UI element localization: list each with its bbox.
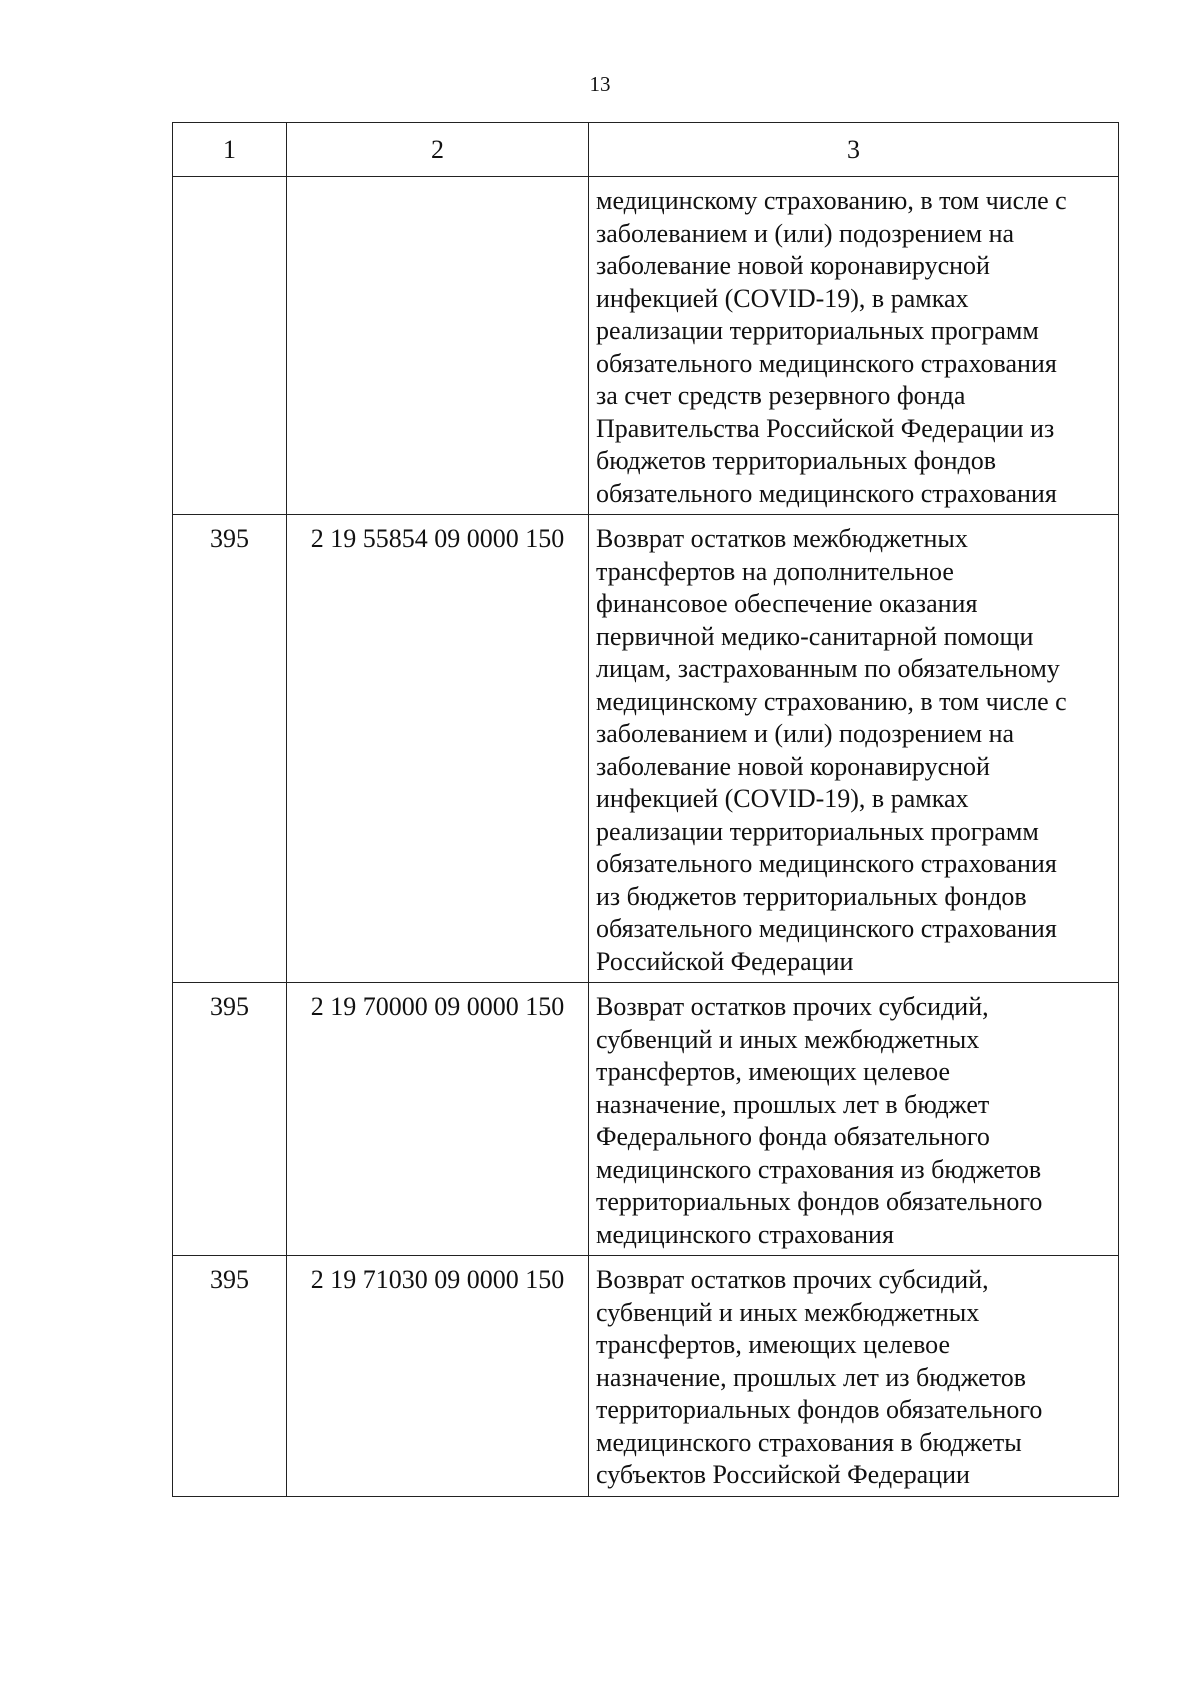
description-line: медицинского страхования	[596, 1219, 894, 1249]
description-line: Возврат остатков прочих субсидий,	[596, 1265, 989, 1294]
table-row	[173, 515, 1119, 983]
description-line: медицинскому страхованию, в том числе с	[596, 686, 1067, 716]
budget-code-cell	[287, 177, 589, 515]
description-line: обязательного медицинского страхования	[596, 348, 1057, 378]
description-line: первичной медико-санитарной помощи	[596, 621, 1034, 651]
description-line: территориальных фондов обязательного	[596, 1395, 1043, 1424]
description-line: медицинскому страхованию, в том числе с	[596, 186, 1067, 215]
description-line: назначение, прошлых лет из бюджетов	[596, 1362, 1027, 1392]
table-row	[173, 177, 1119, 515]
description-line: Возврат остатков прочих субсидий,	[596, 992, 989, 1021]
description-line: заболевание новой коронавирусной	[596, 751, 990, 781]
column-header-3: 3	[589, 123, 1119, 177]
table-row	[173, 1256, 1119, 1497]
description-line: заболеванием и (или) подозрением на	[596, 719, 1015, 748]
admin-code-cell: 395	[173, 1256, 287, 1497]
budget-code-cell: 2 19 71030 09 0000 150	[287, 1256, 589, 1497]
admin-code-cell: 395	[173, 515, 287, 983]
description-line: бюджетов территориальных фондов	[596, 446, 997, 475]
budget-classification-table	[172, 122, 1119, 1497]
description-line: заболевание новой коронавирусной	[596, 251, 990, 280]
column-header-1: 1	[173, 123, 287, 177]
admin-code-cell: 395	[173, 983, 287, 1256]
description-line: трансфертов, имеющих целевое	[596, 1057, 951, 1086]
description-line: заболеванием и (или) подозрением на	[596, 218, 1015, 248]
description-line: медицинского страхования из бюджетов	[596, 1154, 1042, 1184]
description-line: финансовое обеспечение оказания	[596, 589, 978, 618]
admin-code-cell	[173, 177, 287, 515]
description-line: территориальных фондов обязательного	[596, 1187, 1043, 1216]
description-line: инфекцией (COVID-19), в рамках	[596, 283, 969, 313]
description-line: Российской Федерации	[596, 946, 854, 976]
description-cell	[589, 515, 1119, 983]
description-line: Возврат остатков межбюджетных	[596, 524, 968, 553]
description-cell	[589, 1256, 1119, 1497]
description-line: назначение, прошлых лет в бюджет	[596, 1089, 990, 1119]
budget-code-cell: 2 19 55854 09 0000 150	[287, 515, 589, 983]
description-line: Федерального фонда обязательного	[596, 1122, 990, 1151]
description-line: реализации территориальных программ	[596, 316, 1039, 345]
description-line: из бюджетов территориальных фондов	[596, 881, 1027, 911]
description-line: трансфертов на дополнительное	[596, 556, 954, 586]
budget-code-cell: 2 19 70000 09 0000 150	[287, 983, 589, 1256]
description-line: инфекцией (COVID-19), в рамках	[596, 784, 969, 813]
description-cell	[589, 177, 1119, 515]
table-header-row	[173, 123, 1119, 177]
description-line: Правительства Российской Федерации из	[596, 413, 1055, 443]
description-line: обязательного медицинского страхования	[596, 914, 1057, 943]
description-line: обязательного медицинского страхования	[596, 849, 1057, 878]
description-line: субъектов Российской Федерации	[596, 1460, 970, 1489]
description-line: за счет средств резервного фонда	[596, 381, 966, 410]
table-body	[173, 123, 1119, 1497]
table-row	[173, 983, 1119, 1256]
description-line: реализации территориальных программ	[596, 816, 1039, 846]
description-line: субвенций и иных межбюджетных	[596, 1024, 980, 1054]
description-line: субвенций и иных межбюджетных	[596, 1297, 980, 1327]
column-header-2: 2	[287, 123, 589, 177]
description-line: лицам, застрахованным по обязательному	[596, 654, 1060, 683]
description-line: медицинского страхования в бюджеты	[596, 1427, 1022, 1457]
description-line: обязательного медицинского страхования	[596, 478, 1057, 508]
description-cell	[589, 983, 1119, 1256]
description-line: трансфертов, имеющих целевое	[596, 1330, 951, 1359]
page-number: 13	[589, 72, 611, 96]
